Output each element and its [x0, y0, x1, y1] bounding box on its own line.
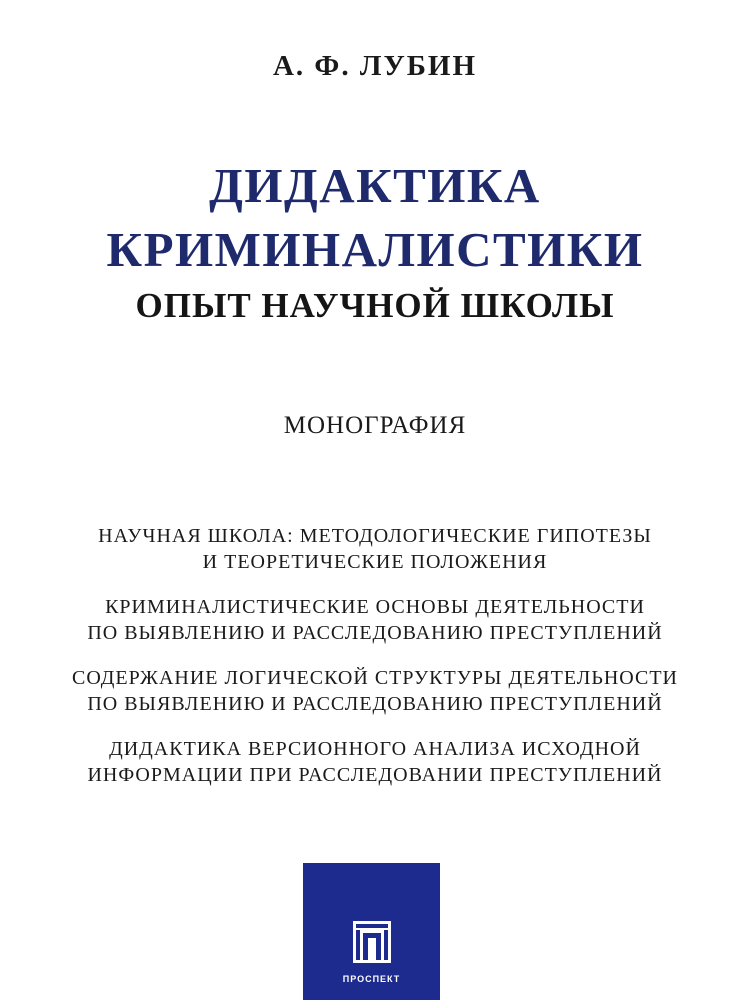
- book-title-line-2: КРИМИНАЛИСТИКИ: [106, 222, 644, 277]
- topic-line: ИНФОРМАЦИИ ПРИ РАССЛЕДОВАНИИ ПРЕСТУПЛЕНИЙ: [87, 764, 663, 786]
- topic-item: [0, 736, 750, 788]
- topic-line: И ТЕОРЕТИЧЕСКИЕ ПОЛОЖЕНИЯ: [202, 551, 548, 573]
- book-subtitle: ОПЫТ НАУЧНОЙ ШКОЛЫ: [135, 286, 615, 325]
- topics-list: [0, 523, 750, 807]
- title-block: [0, 154, 750, 326]
- topic-line: ПО ВЫЯВЛЕНИЮ И РАССЛЕДОВАНИЮ ПРЕСТУПЛЕНИЙ: [87, 622, 663, 644]
- topic-item: [0, 523, 750, 575]
- publisher-logo: [303, 863, 440, 1000]
- topic-line: КРИМИНАЛИСТИЧЕСКИЕ ОСНОВЫ ДЕЯТЕЛЬНОСТИ: [105, 596, 645, 618]
- author-name: А. Ф. ЛУБИН: [272, 50, 478, 82]
- topic-line: ДИДАКТИКА ВЕРСИОННОГО АНАЛИЗА ИСХОДНОЙ: [109, 738, 641, 760]
- publisher-name: ПРОСПЕКТ: [342, 974, 401, 984]
- topic-item: [0, 665, 750, 717]
- genre-label: МОНОГРАФИЯ: [283, 412, 467, 439]
- topic-line: НАУЧНАЯ ШКОЛА: МЕТОДОЛОГИЧЕСКИЕ ГИПОТЕЗЫ: [98, 525, 652, 547]
- topic-item: [0, 594, 750, 646]
- publisher-building-icon: [353, 921, 391, 963]
- book-title-line-1: ДИДАКТИКА: [209, 158, 541, 213]
- topic-line: СОДЕРЖАНИЕ ЛОГИЧЕСКОЙ СТРУКТУРЫ ДЕЯТЕЛЬНОСТИ: [71, 667, 678, 689]
- topic-line: ПО ВЫЯВЛЕНИЮ И РАССЛЕДОВАНИЮ ПРЕСТУПЛЕНИЙ: [87, 693, 663, 715]
